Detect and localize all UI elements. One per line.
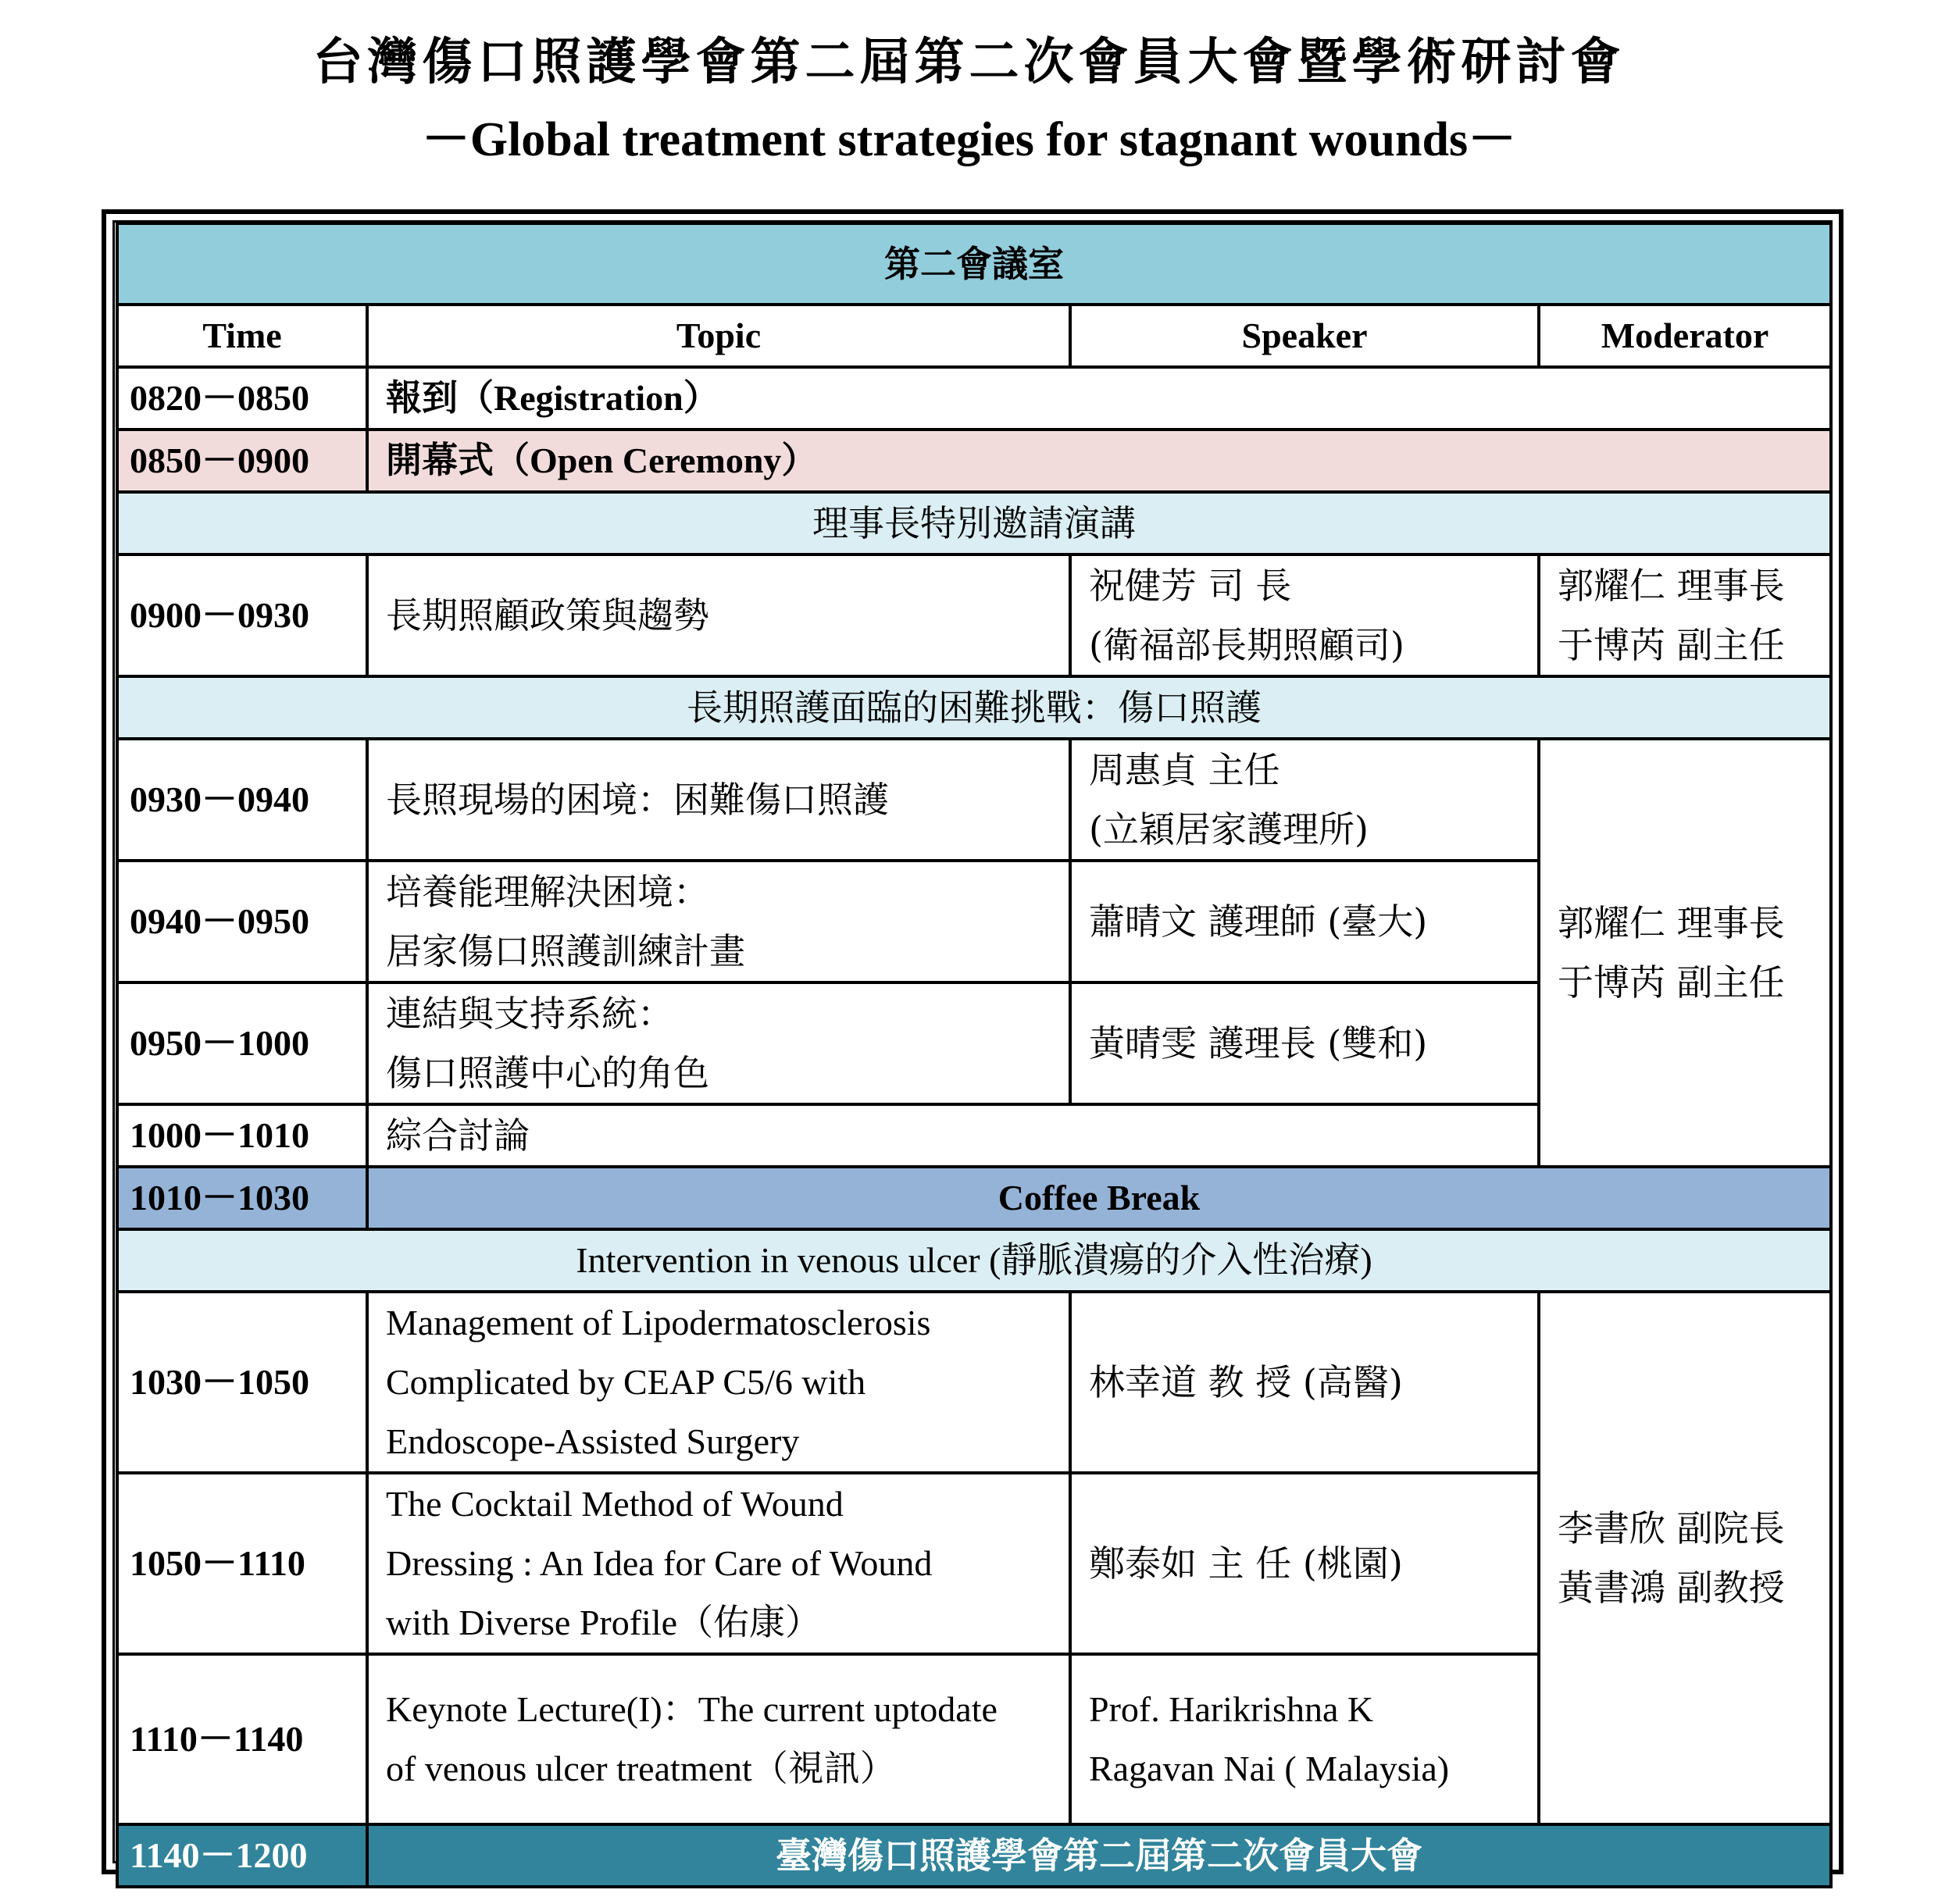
speaker-cell: 林幸道 教 授 (高醫)	[1070, 1292, 1539, 1473]
speaker-affiliation: (立穎居家護理所)	[1089, 808, 1369, 850]
section-row-longterm-care	[117, 676, 1831, 739]
col-header-moderator: Moderator	[1539, 305, 1831, 367]
speaker-cell	[1070, 1654, 1539, 1824]
column-header-row	[117, 305, 1831, 367]
topic-cell: 報到（Registration）	[367, 367, 1831, 430]
time-cell: 0820－0850	[117, 367, 367, 430]
document-title-zh: 台灣傷口照護學會第二屆第二次會員大會暨學術研討會	[312, 33, 1626, 91]
col-header-time: Time	[117, 305, 367, 367]
table-row-opening	[117, 430, 1831, 492]
section-row-presidential	[117, 492, 1831, 554]
speaker-affiliation: Ragavan Nai ( Malaysia)	[1089, 1749, 1450, 1788]
section-title: 長期照護面臨的困難挑戰：傷口照護	[117, 676, 1831, 739]
topic-line: Keynote Lecture(I)：The current uptodate	[386, 1689, 998, 1729]
speaker-cell	[1070, 739, 1539, 861]
general-assembly-label: 臺灣傷口照護學會第二屆第二次會員大會	[367, 1824, 1831, 1887]
speaker-cell	[1070, 554, 1539, 676]
topic-cell: 綜合討論	[367, 1104, 1539, 1167]
table-row-general-assembly	[117, 1824, 1831, 1887]
topic-cell	[367, 1654, 1070, 1824]
moderator-name: 李書欣 副院長	[1558, 1507, 1785, 1549]
topic-line: Complicated by CEAP C5/6 with	[386, 1362, 866, 1402]
section-title: 理事長特別邀請演講	[117, 492, 1831, 554]
moderator-name: 郭耀仁 理事長	[1558, 902, 1785, 944]
topic-line: Dressing : An Idea for Care of Wound	[386, 1543, 933, 1583]
moderator-name: 郭耀仁 理事長	[1558, 565, 1785, 607]
topic-cell	[367, 982, 1070, 1104]
time-cell: 1140－1200	[117, 1824, 367, 1887]
topic-line: of venous ulcer treatment（視訊）	[386, 1749, 896, 1788]
speaker-cell: 鄭泰如 主 任 (桃園)	[1070, 1473, 1539, 1654]
speaker-affiliation: (衛福部長期照顧司)	[1089, 624, 1404, 666]
table-row-registration	[117, 367, 1831, 430]
topic-cell: 長照現場的困境：困難傷口照護	[367, 739, 1070, 861]
moderator-name: 黃書鴻 副教授	[1558, 1567, 1785, 1609]
topic-line: Endoscope-Assisted Surgery	[386, 1421, 800, 1461]
topic-cell	[367, 861, 1070, 982]
col-header-speaker: Speaker	[1070, 305, 1539, 367]
topic-line: 連結與支持系統：	[386, 993, 673, 1035]
time-cell: 0900－0930	[117, 554, 367, 676]
moderator-cell	[1539, 739, 1831, 1167]
moderator-cell	[1539, 554, 1831, 676]
topic-cell	[367, 1292, 1070, 1473]
topic-line: The Cocktail Method of Wound	[386, 1484, 844, 1524]
schedule-table	[116, 222, 1833, 1888]
section-row-venous-ulcer	[117, 1229, 1831, 1292]
speaker-cell: 黃晴雯 護理長 (雙和)	[1070, 982, 1539, 1104]
topic-line: 居家傷口照護訓練計畫	[386, 930, 745, 972]
document-subtitle-en: －Global treatment strategies for stagnant wounds－	[421, 113, 1517, 166]
time-cell: 0930－0940	[117, 739, 367, 861]
moderator-name: 于博芮 副主任	[1558, 624, 1785, 666]
time-cell: 1050－1110	[117, 1473, 367, 1654]
col-header-topic: Topic	[367, 305, 1070, 367]
table-row-talk	[117, 739, 1831, 861]
speaker-name: 祝健芳 司 長	[1089, 565, 1292, 607]
time-cell: 0950－1000	[117, 982, 367, 1104]
speaker-cell: 蕭晴文 護理師 (臺大)	[1070, 861, 1539, 982]
topic-cell: 長期照顧政策與趨勢	[367, 554, 1070, 676]
table-row-talk	[117, 554, 1831, 676]
topic-line: 培養能理解決困境：	[386, 871, 709, 913]
topic-line: with Diverse Profile（佑康）	[386, 1603, 822, 1642]
topic-cell: 開幕式（Open Ceremony）	[367, 430, 1831, 492]
time-cell: 1030－1050	[117, 1292, 367, 1473]
topic-line: 傷口照護中心的角色	[386, 1052, 709, 1094]
time-cell: 0850－0900	[117, 430, 367, 492]
speaker-name: Prof. Harikrishna K	[1089, 1689, 1374, 1729]
coffee-break-label: Coffee Break	[367, 1167, 1831, 1229]
time-cell: 1000－1010	[117, 1104, 367, 1167]
section-title: Intervention in venous ulcer (靜脈潰瘍的介入性治療)	[117, 1229, 1831, 1292]
topic-line: Management of Lipodermatosclerosis	[386, 1303, 931, 1342]
moderator-name: 于博芮 副主任	[1558, 961, 1785, 1004]
time-cell: 1010－1030	[117, 1167, 367, 1229]
speaker-name: 周惠貞 主任	[1089, 749, 1280, 791]
time-cell: 1110－1140	[117, 1654, 367, 1824]
topic-cell	[367, 1473, 1070, 1654]
room-title: 第二會議室	[117, 223, 1831, 305]
table-row-talk	[117, 1292, 1831, 1473]
room-row	[117, 223, 1831, 305]
moderator-cell	[1539, 1292, 1831, 1824]
table-row-coffee-break	[117, 1167, 1831, 1229]
time-cell: 0940－0950	[117, 861, 367, 982]
